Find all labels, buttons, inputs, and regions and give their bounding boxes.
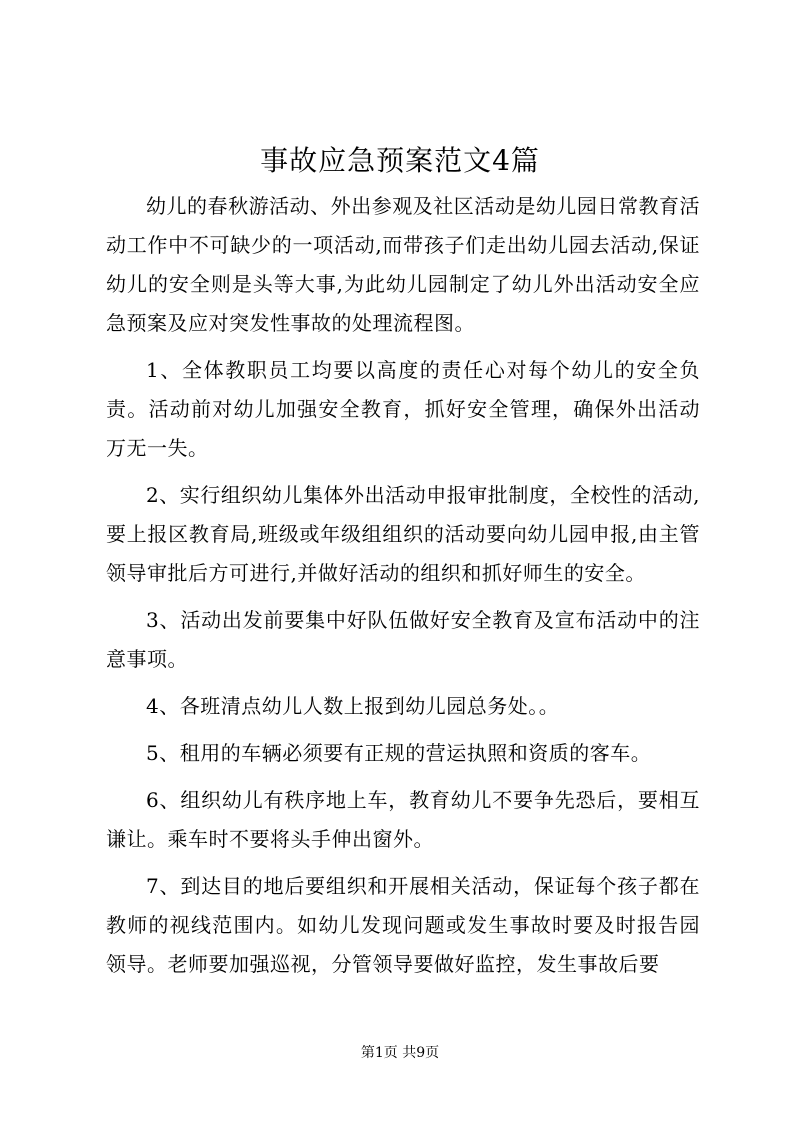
paragraph-item-4: 4、各班清点幼儿人数上报到幼儿园总务处。。 <box>146 694 560 718</box>
paragraph-item-2: 2、实行组织幼儿集体外出活动申报审批制度，全校性的活动,要上报区教育局,班级或年级组组织的活动要向幼儿园申报,由主管领导审批后方可进行,并做好活动的组织和抓好师生的安全。 <box>106 483 700 585</box>
page-footer: 第1页 共9页 <box>360 1045 440 1061</box>
paragraph-item-6: 6、组织幼儿有秩序地上车，教育幼儿不要争先恐后，要相互谦让。乘车时不要将头手伸出窗外。 <box>106 788 700 851</box>
paragraph-item-7: 7、到达目的地后要组织和开展相关活动，保证每个孩子都在教师的视线范围内。如幼儿发现问题或发生事故时要及时报告园领导。老师要加强巡视，分管领导要做好监控，发生事故后要 <box>106 874 700 976</box>
document-body <box>106 187 700 992</box>
paragraph-intro: 幼儿的春秋游活动、外出参观及社区活动是幼儿园日常教育活动工作中不可缺少的一项活动,而带孩子们走出幼儿园去活动,保证幼儿的安全则是头等大事,为此幼儿园制定了幼儿外出活动安全应急预案及应对突发性事故的处理流程图。 <box>106 194 700 335</box>
page-title: 事故应急预案范文4篇 <box>260 144 540 177</box>
paragraph-item-3: 3、活动出发前要集中好队伍做好安全教育及宣布活动中的注意事项。 <box>106 608 700 671</box>
paragraph-item-5: 5、租用的车辆必须要有正规的营运执照和资质的客车。 <box>146 741 652 765</box>
paragraph-item-1: 1、全体教职员工均要以高度的责任心对每个幼儿的安全负责。活动前对幼儿加强安全教育，抓好安全管理，确保外出活动万无一失。 <box>106 358 700 460</box>
